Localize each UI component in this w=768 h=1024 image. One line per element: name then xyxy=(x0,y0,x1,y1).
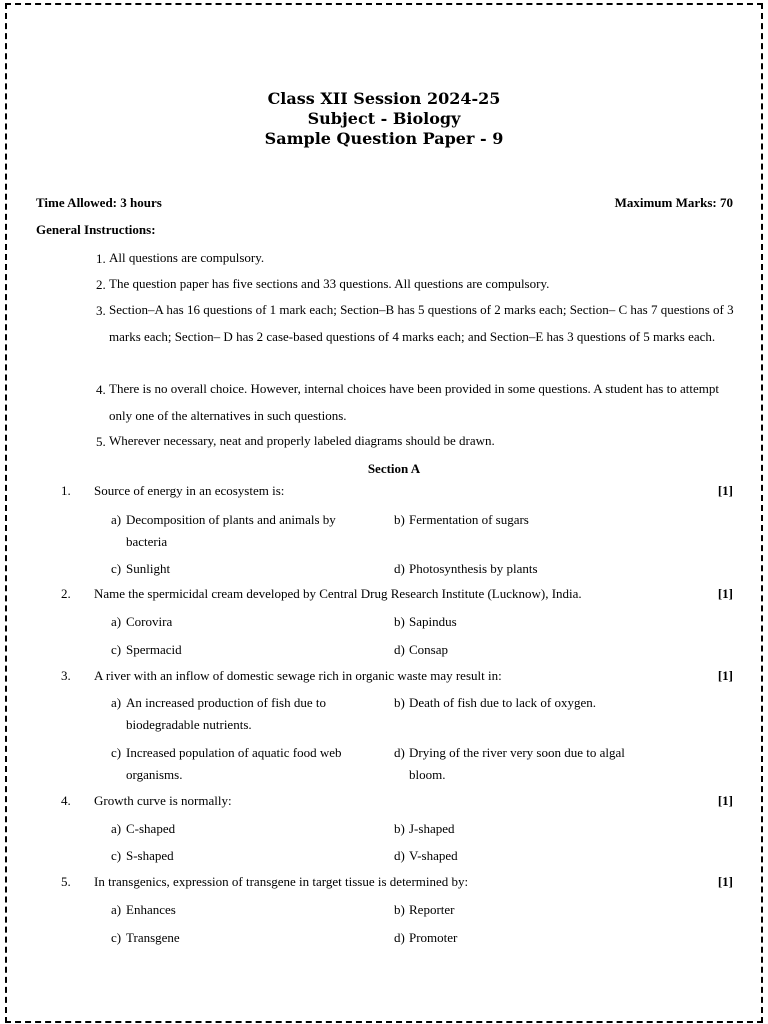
question-text: Growth curve is normally: xyxy=(94,793,232,808)
instruction-item xyxy=(96,428,736,455)
option-text: Sunlight xyxy=(126,561,171,576)
option-d xyxy=(394,927,644,949)
instruction-text: There is no overall choice. However, internal choices have been provided in some questions. A student has to attempt only one of the alternatives in such questions. xyxy=(109,381,719,423)
option-c xyxy=(111,639,361,661)
paper-title-sample: Sample Question Paper - 9 xyxy=(264,129,504,148)
paper-title-class: Class XII Session 2024-25 xyxy=(267,89,501,108)
option-c xyxy=(111,845,361,867)
option-label: b) xyxy=(394,821,405,836)
question-marks: [1] xyxy=(717,874,733,889)
option-b xyxy=(394,509,644,531)
option-label: a) xyxy=(111,821,122,836)
option-a xyxy=(111,692,361,736)
option-c xyxy=(111,742,361,786)
option-text: C-shaped xyxy=(126,821,176,836)
option-a xyxy=(111,509,361,553)
option-label: c) xyxy=(111,930,122,945)
instruction-item xyxy=(96,376,736,429)
instructions-heading: General Instructions: xyxy=(36,222,156,237)
instruction-number: 5. xyxy=(96,434,106,449)
option-text: Spermacid xyxy=(126,642,182,657)
option-label: b) xyxy=(394,902,405,917)
option-label: b) xyxy=(394,614,405,629)
option-text: Photosynthesis by plants xyxy=(409,561,538,576)
option-text: V-shaped xyxy=(409,848,458,863)
option-label: c) xyxy=(111,642,122,657)
option-text: Transgene xyxy=(126,930,180,945)
instruction-number: 3. xyxy=(96,303,106,318)
question-marks: [1] xyxy=(717,586,733,601)
instruction-item xyxy=(96,297,736,350)
option-text: Promoter xyxy=(409,930,458,945)
question-text: A river with an inflow of domestic sewage rich in organic waste may result in: xyxy=(94,668,502,683)
option-text: An increased production of fish due to biodegradable nutrients. xyxy=(126,695,327,732)
instruction-item xyxy=(96,271,736,298)
option-c xyxy=(111,927,361,949)
instruction-number: 1. xyxy=(96,251,106,266)
option-label: d) xyxy=(394,642,405,657)
option-text: Drying of the river very soon due to algal bloom. xyxy=(409,745,625,782)
option-label: d) xyxy=(394,848,405,863)
question-marks: [1] xyxy=(717,668,733,683)
option-label: a) xyxy=(111,512,122,527)
instruction-item xyxy=(96,245,736,272)
option-text: Enhances xyxy=(126,902,176,917)
option-d xyxy=(394,639,644,661)
option-text: Sapindus xyxy=(409,614,457,629)
instruction-text: Section–A has 16 questions of 1 mark each; Section–B has 5 questions of 2 marks each; Section– C has 7 questions of 3 marks each; Section– D has 2 case-based questions of 4 marks each; and Section–E has 3 questions of 5 marks each. xyxy=(109,302,734,344)
option-text: J-shaped xyxy=(409,821,455,836)
instruction-text: The question paper has five sections and 33 questions. All questions are compulsory. xyxy=(109,276,550,291)
option-b xyxy=(394,899,644,921)
option-text: S-shaped xyxy=(126,848,174,863)
option-text: Reporter xyxy=(409,902,455,917)
question-number: 2. xyxy=(61,586,71,601)
option-d xyxy=(394,742,644,786)
question-text: In transgenics, expression of transgene in target tissue is determined by: xyxy=(94,874,469,889)
time-allowed: Time Allowed: 3 hours xyxy=(36,195,162,210)
question-number: 3. xyxy=(61,668,71,683)
option-a xyxy=(111,899,361,921)
option-label: c) xyxy=(111,745,122,760)
question-number: 5. xyxy=(61,874,71,889)
instruction-text: Wherever necessary, neat and properly labeled diagrams should be drawn. xyxy=(109,433,495,448)
option-a xyxy=(111,611,361,633)
option-d xyxy=(394,845,644,867)
option-text: Decomposition of plants and animals by bacteria xyxy=(126,512,336,549)
option-label: d) xyxy=(394,930,405,945)
question-marks: [1] xyxy=(717,483,733,498)
instruction-number: 2. xyxy=(96,277,106,292)
option-label: b) xyxy=(394,512,405,527)
option-b xyxy=(394,818,644,840)
option-text: Corovira xyxy=(126,614,173,629)
option-text: Consap xyxy=(409,642,448,657)
option-label: a) xyxy=(111,902,122,917)
question-number: 4. xyxy=(61,793,71,808)
section-a-heading: Section A xyxy=(367,461,421,476)
option-b xyxy=(394,611,644,633)
option-text: Death of fish due to lack of oxygen. xyxy=(409,695,597,710)
question-text: Name the spermicidal cream developed by Central Drug Research Institute (Lucknow), India. xyxy=(94,586,582,601)
option-c xyxy=(111,558,361,580)
option-label: c) xyxy=(111,848,122,863)
option-label: d) xyxy=(394,745,405,760)
option-label: b) xyxy=(394,695,405,710)
option-text: Increased population of aquatic food web organisms. xyxy=(126,745,342,782)
question-number: 1. xyxy=(61,483,71,498)
option-label: c) xyxy=(111,561,122,576)
option-text: Fermentation of sugars xyxy=(409,512,529,527)
option-b xyxy=(394,692,644,714)
paper-title-subject: Subject - Biology xyxy=(307,109,461,128)
question-text: Source of energy in an ecosystem is: xyxy=(94,483,285,498)
option-a xyxy=(111,818,361,840)
option-label: d) xyxy=(394,561,405,576)
option-d xyxy=(394,558,644,580)
instruction-text: All questions are compulsory. xyxy=(109,250,265,265)
question-marks: [1] xyxy=(717,793,733,808)
option-label: a) xyxy=(111,695,122,710)
instruction-number: 4. xyxy=(96,382,106,397)
option-label: a) xyxy=(111,614,122,629)
maximum-marks: Maximum Marks: 70 xyxy=(614,195,733,210)
